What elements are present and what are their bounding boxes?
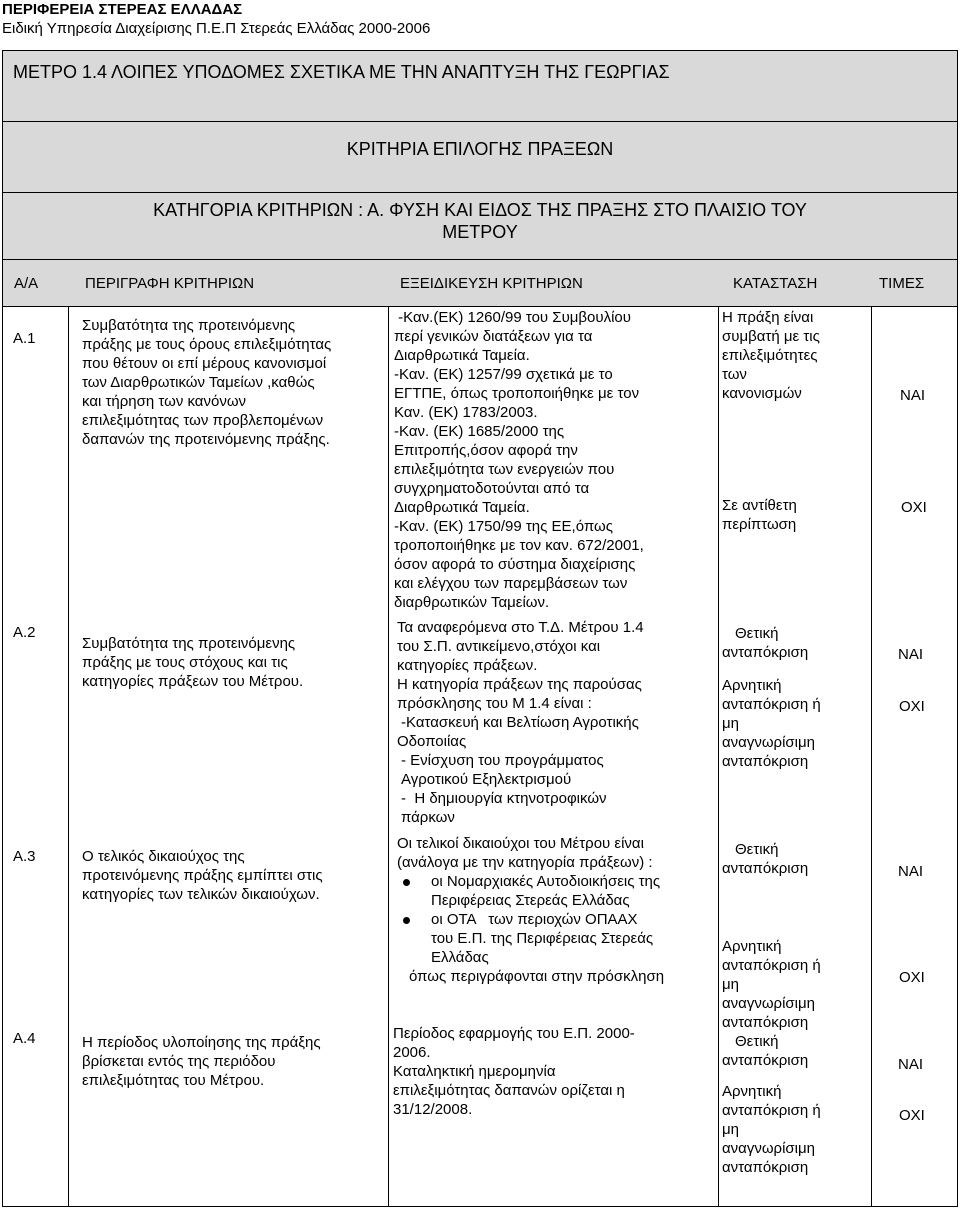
aa-column: [3, 307, 69, 1207]
status-a4-no-line: ανταπόκριση: [722, 1159, 809, 1176]
status-a3-no-line: μη: [722, 976, 739, 993]
values-column: [872, 307, 958, 1207]
row-id-a3: Α.3: [13, 848, 36, 865]
category-line-1: ΚΑΤΗΓΟΡΙΑ ΚΡΙΤΗΡΙΩΝ : Α. ΦΥΣΗ ΚΑΙ ΕΙΔΟΣ ΤΗΣ ΠΡΑΞΗΣ ΣΤΟ ΠΛΑΙΣΙΟ ΤΟΥ: [153, 200, 807, 220]
spec-a1-line: Επιτροπής,όσον αφορά την: [394, 442, 578, 459]
value-a3-no: ΟΧΙ: [899, 969, 925, 986]
spec-a1-line: -Καν. (ΕΚ) 1685/2000 της: [394, 423, 565, 440]
specification-column: [389, 307, 719, 1207]
value-a3-yes: ΝΑΙ: [898, 863, 924, 880]
status-column: [719, 307, 872, 1207]
spec-a1-line: τροποποιήθηκε με τον καν. 672/2001,: [394, 537, 644, 554]
spec-a1-line: περί γενικών διατάξεων για τα: [394, 328, 593, 345]
status-a4-no-line: μη: [722, 1121, 739, 1138]
criteria-title: ΚΡΙΤΗΡΙΑ ΕΠΙΛΟΓΗΣ ΠΡΑΞΕΩΝ: [3, 122, 958, 193]
row-id-a2: Α.2: [13, 624, 36, 641]
spec-a4-line: επιλεξιμότητας δαπανών ορίζεται η: [393, 1082, 625, 1099]
status-a1-yes-line: επιλεξιμότητες: [722, 347, 818, 364]
desc-a1-line: που θέτουν οι επί μέρους κανονισμοί: [82, 355, 327, 372]
desc-a3-line: Ο τελικός δικαιούχος της: [82, 848, 245, 865]
col-header-description: ΠΕΡΙΓΡΑΦΗ ΚΡΙΤΗΡΙΩΝ: [85, 275, 255, 292]
value-a1-yes: ΝΑΙ: [900, 387, 926, 404]
spec-a2-line: πρόσκλησης του Μ 1.4 είναι :: [397, 695, 592, 712]
value-a1-no: ΟΧΙ: [901, 499, 927, 516]
region-title: ΠΕΡΙΦΕΡΕΙΑ ΣΤΕΡΕΑΣ ΕΛΛΑΔΑΣ: [2, 1, 243, 18]
col-header-values: ΤΙΜΕΣ: [879, 275, 925, 292]
spec-a1-line: Διαρθρωτικά Ταμεία.: [394, 499, 530, 516]
col-header-aa: Α/Α: [14, 275, 39, 292]
category-title: [3, 193, 958, 260]
status-a4-no-line: Αρνητική: [722, 1083, 782, 1100]
desc-a2-line: κατηγορίες πράξεων του Μέτρου.: [82, 673, 304, 690]
spec-a2-line: -Κατασκευή και Βελτίωση Αγροτικής: [401, 714, 639, 731]
spec-a3-bullet2-line: του Ε.Π. της Περιφέρειας Στερεάς: [431, 930, 654, 947]
spec-a1-line: ΕΓΤΠΕ, όπως τροποποιήθηκε με τον: [394, 385, 640, 402]
spec-a3-intro-line: Οι τελικοί δικαιούχοι του Μέτρου είναι: [397, 835, 644, 852]
status-a1-no-line: Σε αντίθετη: [722, 497, 797, 514]
spec-a3-intro-line: (ανάλογα με την κατηγορία πράξεων) :: [397, 854, 653, 871]
status-a3-yes-line: Θετική: [735, 841, 779, 858]
spec-a3-outro: όπως περιγράφονται στην πρόσκληση: [409, 968, 665, 985]
col-header-status: ΚΑΤΑΣΤΑΣΗ: [733, 275, 818, 292]
spec-a3-bullet2-line: Ελλάδας: [431, 949, 489, 966]
status-a2-yes-line: Θετική: [735, 625, 779, 642]
desc-a1-line: και τήρηση των κανόνων: [82, 393, 247, 410]
spec-a4-line: Καταληκτική ημερομηνία: [393, 1063, 556, 1080]
desc-a4-line: Η περίοδος υλοποίησης της πράξης: [82, 1034, 321, 1051]
desc-a4-line: βρίσκεται εντός της περιόδου: [82, 1053, 276, 1070]
spec-a2-line: κατηγορίες πράξεων.: [397, 657, 538, 674]
spec-a4-line: 2006.: [393, 1044, 431, 1061]
spec-a2-line: πάρκων: [401, 809, 455, 826]
status-a1-yes-line: συμβατή με τις: [722, 328, 820, 345]
description-column: [69, 307, 389, 1207]
status-a3-no-line: αναγνωρίσιμη: [722, 995, 815, 1012]
spec-a2-line: Οδοποιίας: [397, 733, 467, 750]
spec-a1-line: -Καν. (ΕΚ) 1750/99 της ΕΕ,όπως: [394, 518, 613, 535]
spec-a2-line: του Σ.Π. αντικείμενο,στόχοι και: [397, 638, 601, 655]
status-a2-no-line: αναγνωρίσιμη: [722, 734, 815, 751]
desc-a1-line: Συμβατότητα της προτεινόμενης: [82, 317, 296, 334]
spec-a2-line: Η κατηγορία πράξεων της παρούσας: [397, 676, 642, 693]
status-a1-yes-line: κανονισμών: [722, 385, 802, 402]
spec-a1-line: -Καν.(ΕΚ) 1260/99 του Συμβουλίου: [394, 309, 631, 326]
status-a3-no-line: ανταπόκριση: [722, 1014, 809, 1031]
spec-a2-line: - Η δημιουργία κτηνοτροφικών: [401, 790, 607, 807]
column-header-row: [3, 260, 958, 307]
status-a1-no-line: περίπτωση: [722, 516, 797, 533]
spec-a1-line: -Καν. (ΕΚ) 1257/99 σχετικά με το: [394, 366, 613, 383]
value-a4-yes: ΝΑΙ: [898, 1056, 924, 1073]
spec-a3-bullet2-line: οι ΟΤΑ των περιοχών ΟΠΑΑΧ: [431, 911, 638, 928]
desc-a1-line: πράξης με τους όρους επιλεξιμότητας: [82, 336, 332, 353]
spec-a4-line: 31/12/2008.: [393, 1101, 473, 1118]
desc-a1-line: των Διαρθρωτικών Ταμείων ,καθώς: [82, 374, 315, 391]
desc-a1-line: δαπανών της προτεινόμενης πράξης.: [82, 431, 330, 448]
desc-a1-line: επιλεξιμότητας των προβλεπομένων: [82, 412, 324, 429]
status-a3-no-line: Αρνητική: [722, 938, 782, 955]
spec-a1-line: συγχρηματοδοτούνται από τα: [394, 480, 590, 497]
spec-a1-line: και ελέγχου των παρεμβάσεων των: [394, 575, 628, 592]
status-a2-no-line: ανταπόκριση ή: [722, 696, 821, 713]
status-a1-yes-line: Η πράξη είναι: [722, 309, 814, 326]
row-id-a1: Α.1: [13, 330, 36, 347]
status-a2-no-line: μη: [722, 715, 739, 732]
category-line-2: ΜΕΤΡΟΥ: [442, 222, 518, 242]
criteria-table: [2, 50, 958, 1207]
spec-a1-line: Καν. (ΕΚ) 1783/2003.: [394, 404, 538, 421]
measure-title: ΜΕΤΡΟ 1.4 ΛΟΙΠΕΣ ΥΠΟΔΟΜΕΣ ΣΧΕΤΙΚΑ ΜΕ ΤΗΝ ΑΝΑΠΤΥΞΗ ΤΗΣ ΓΕΩΡΓΙΑΣ: [3, 51, 958, 122]
spec-a3-bullet1-line: οι Νομαρχιακές Αυτοδιοικήσεις της: [431, 873, 661, 890]
desc-a3-line: προτεινόμενης πράξης εμπίπτει στις: [82, 867, 323, 884]
spec-a1-line: Διαρθρωτικά Ταμεία.: [394, 347, 530, 364]
status-a4-no-line: αναγνωρίσιμη: [722, 1140, 815, 1157]
status-a2-yes-line: ανταπόκριση: [722, 644, 809, 661]
status-a1-yes-line: των: [722, 366, 747, 383]
value-a2-no: ΟΧΙ: [899, 698, 925, 715]
spec-a1-line: επιλεξιμότητα των ενεργειών που: [394, 461, 615, 478]
bullet-icon: [403, 879, 410, 886]
value-a2-yes: ΝΑΙ: [898, 646, 924, 663]
spec-a2-line: - Ενίσχυση του προγράμματος: [401, 752, 604, 769]
status-a3-no-line: ανταπόκριση ή: [722, 957, 821, 974]
spec-a1-line: διαρθρωτικών Ταμείων.: [394, 594, 550, 611]
agency-subtitle: Ειδική Υπηρεσία Διαχείρισης Π.Ε.Π Στερεάς Ελλάδας 2000-2006: [2, 20, 431, 37]
desc-a4-line: επιλεξιμότητας του Μέτρου.: [82, 1072, 265, 1089]
bullet-icon: [403, 917, 410, 924]
spec-a1-line: όσον αφορά το σύστημα διαχείρισης: [394, 556, 636, 573]
desc-a2-line: Συμβατότητα της προτεινόμενης: [82, 635, 296, 652]
status-a4-no-line: ανταπόκριση ή: [722, 1102, 821, 1119]
spec-a2-line: Τα αναφερόμενα στο Τ.Δ. Μέτρου 1.4: [397, 619, 644, 636]
spec-a2-line: Αγροτικού Εξηλεκτρισμού: [401, 771, 572, 788]
status-a4-yes-line: ανταπόκριση: [722, 1052, 809, 1069]
status-a2-no-line: Αρνητική: [722, 677, 782, 694]
status-a2-no-line: ανταπόκριση: [722, 753, 809, 770]
spec-a3-bullet1-line: Περιφέρειας Στερεάς Ελλάδας: [431, 892, 630, 909]
status-a3-yes-line: ανταπόκριση: [722, 860, 809, 877]
row-id-a4: Α.4: [13, 1030, 36, 1047]
col-header-specification: ΕΞΕΙΔΙΚΕΥΣΗ ΚΡΙΤΗΡΙΩΝ: [400, 275, 583, 292]
desc-a3-line: κατηγορίες των τελικών δικαιούχων.: [82, 886, 320, 903]
spec-a4-line: Περίοδος εφαρμογής του Ε.Π. 2000-: [393, 1025, 635, 1042]
desc-a2-line: πράξης με τους στόχους και τις: [82, 654, 288, 671]
value-a4-no: ΟΧΙ: [899, 1107, 925, 1124]
status-a4-yes-line: Θετική: [735, 1033, 779, 1050]
